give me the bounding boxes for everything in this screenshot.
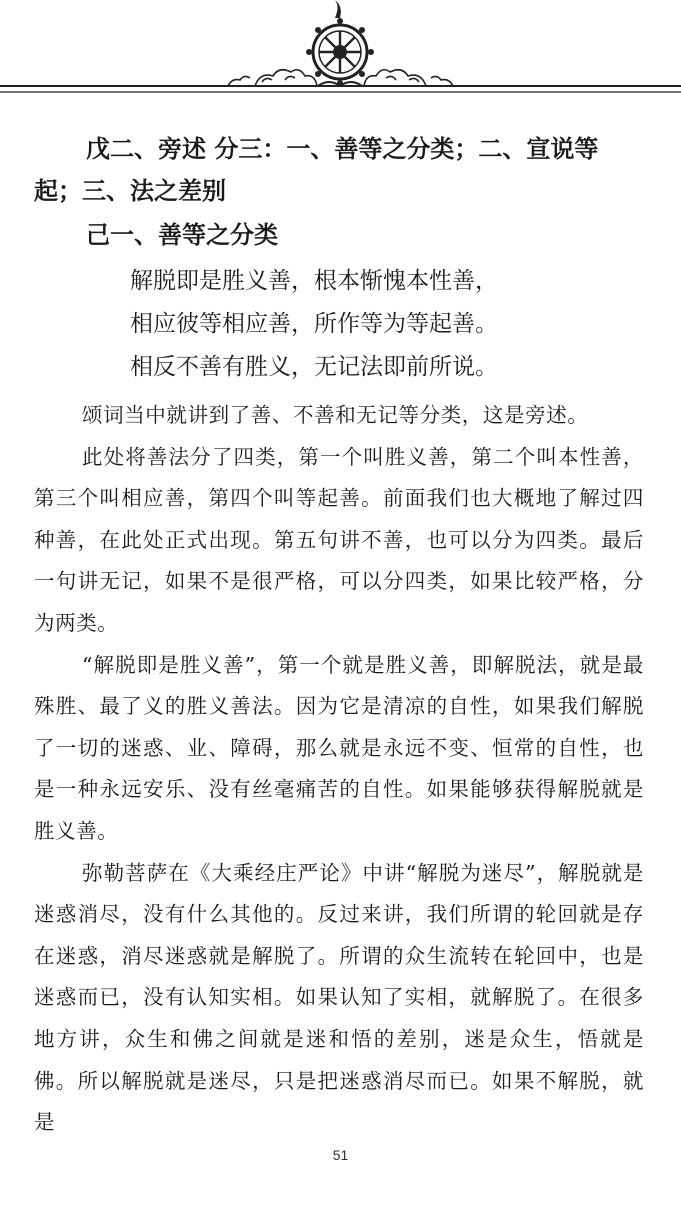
section-heading: 戊二、旁述 分三：一、善等之分类；二、宣说等起；三、法之差别 bbox=[34, 135, 599, 205]
verse-line: 解脱即是胜义善，根本惭愧本性善， bbox=[130, 268, 498, 294]
verse-line: 相应彼等相应善，所作等为等起善。 bbox=[130, 311, 498, 337]
body-paragraph: “解脱即是胜义善”，第一个就是胜义善，即解脱法，就是最殊胜、最了义的胜义善法。因为它是清凉的自性，如果我们解脱了一切的迷惑、业、障碍，那么就是永远不变、恒常的自性，也是一种永远安乐、没有丝毫痛苦的自性。如果能够获得解脱就是胜义善。 bbox=[34, 652, 644, 843]
subsection-heading: 己一、善等之分类 bbox=[86, 221, 278, 249]
page-header bbox=[0, 0, 681, 110]
verse-line: 相反不善有胜义，无记法即前所说。 bbox=[130, 354, 498, 380]
body-paragraph: 此处将善法分了四类，第一个叫胜义善，第二个叫本性善，第三个叫相应善，第四个叫等起善。前面我们也大概地了解过四种善，在此处正式出现。第五句讲不善，也可以分为四类。最后一句讲无记，如果不是很严格，可以分四类，如果比较严格，分为两类。 bbox=[34, 444, 644, 635]
body-paragraph: 颂词当中就讲到了善、不善和无记等分类，这是旁述。 bbox=[82, 403, 589, 427]
dharma-wheel-icon bbox=[0, 0, 681, 110]
verse-block bbox=[34, 260, 644, 389]
page-number: 51 bbox=[332, 1147, 349, 1163]
page-content bbox=[34, 128, 644, 1144]
body-paragraph: 弥勒菩萨在《大乘经庄严论》中讲“解脱为迷尽”，解脱就是迷惑消尽，没有什么其他的。反过来讲，我们所谓的轮回就是存在迷惑，消尽迷惑就是解脱了。所谓的众生流转在轮回中，也是迷惑而已，没有认知实相。如果认知了实相，就解脱了。在很多地方讲，众生和佛之间就是迷和悟的差别，迷是众生，悟就是佛。所以解脱就是迷尽，只是把迷惑消尽而已。如果不解脱，就是 bbox=[34, 860, 644, 1135]
